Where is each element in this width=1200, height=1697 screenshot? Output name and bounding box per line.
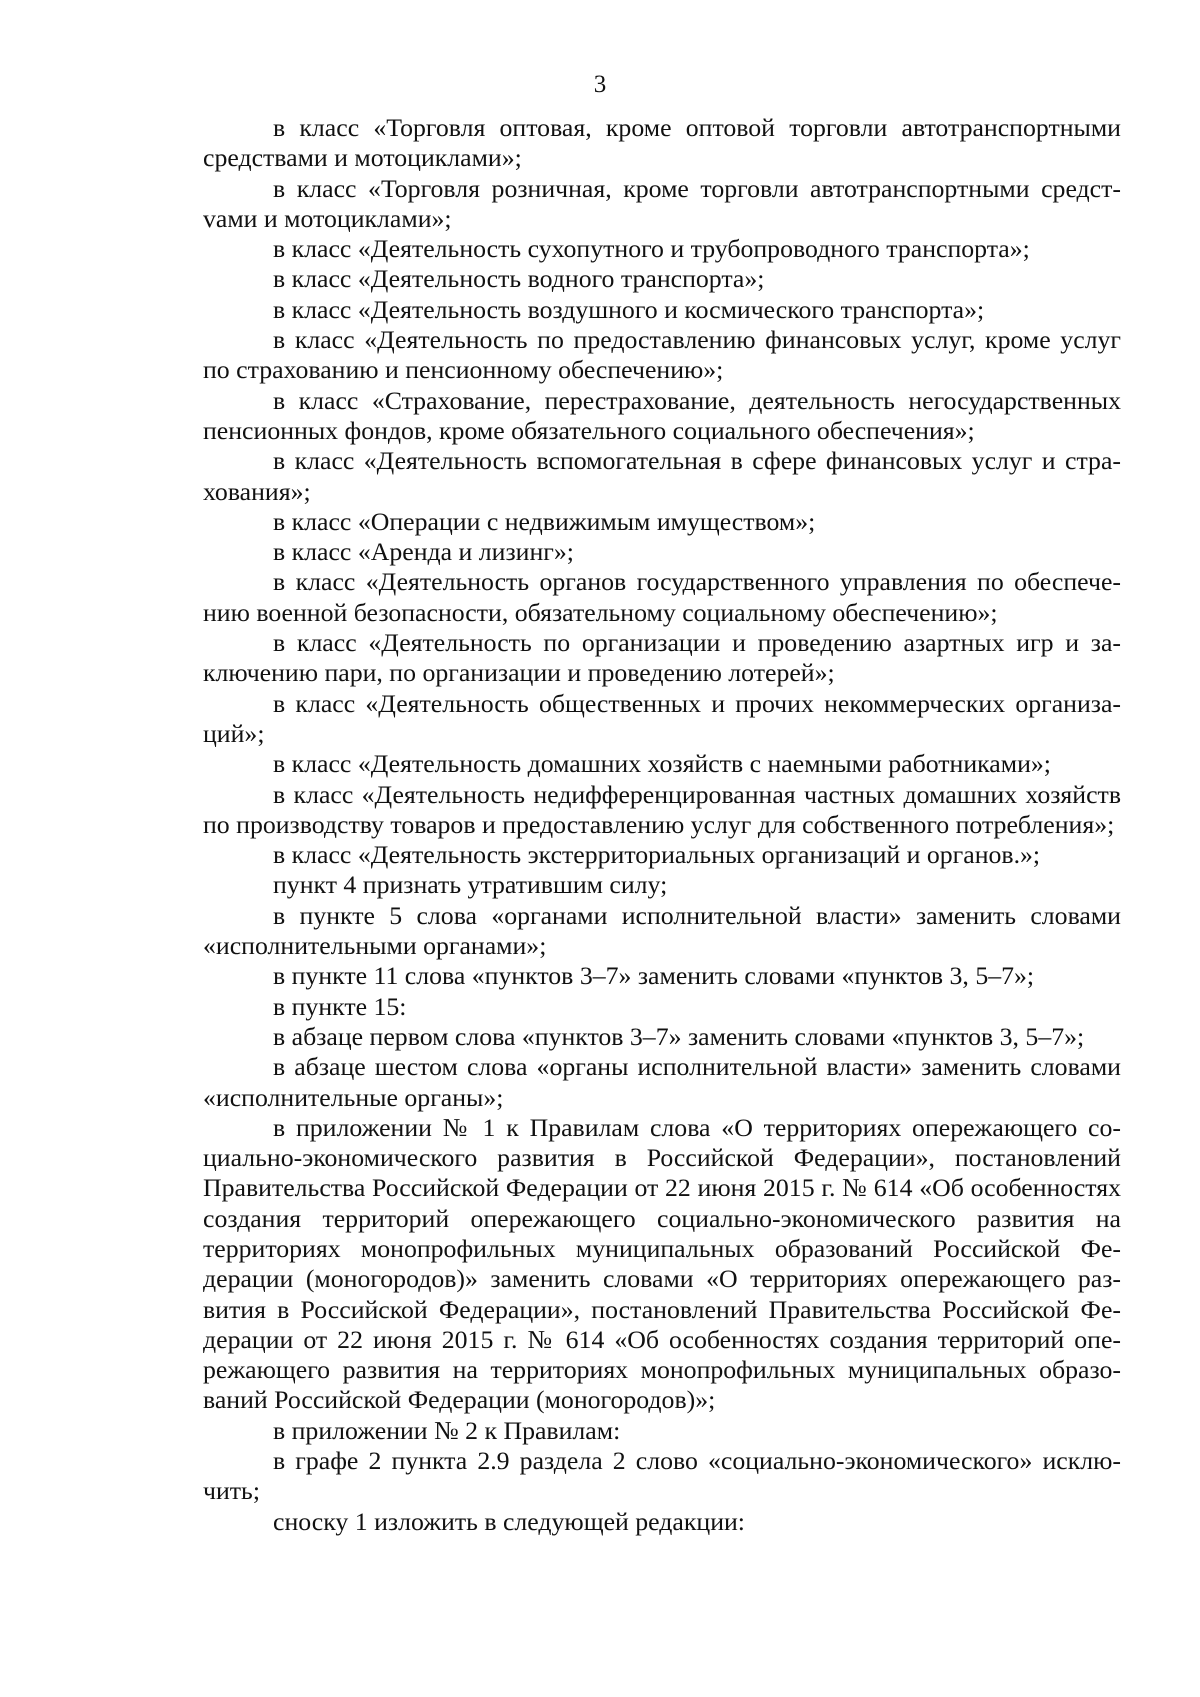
- document-body: [203, 113, 1121, 1537]
- paragraph: сноску 1 изложить в следующей редакции:: [273, 1506, 745, 1536]
- paragraph: в абзаце шестом слова «органы исполнительной власти» заменить словами «исполнительные органы»;: [203, 1052, 1121, 1112]
- paragraph: в класс «Деятельность вспомогательная в сфере финансовых услуг и страхования»;: [203, 446, 1121, 506]
- paragraph: в приложении № 2 к Правилам:: [273, 1415, 621, 1445]
- paragraph: в пункте 5 слова «органами исполнительной власти» заменить словами «исполнительными органами»;: [203, 900, 1121, 961]
- paragraph: в класс «Деятельность сухопутного и трубопроводного транспорта»;: [273, 234, 1030, 264]
- page-number: 3: [593, 71, 607, 98]
- paragraph: в абзаце первом слова «пунктов 3–7» заменить словами «пунктов 3, 5–7»;: [273, 1021, 1085, 1051]
- paragraph: в класс «Операции с недвижимым имуществом»;: [273, 506, 816, 536]
- paragraph: в класс «Деятельность воздушного и космического транспорта»;: [273, 294, 985, 324]
- paragraph: в пункте 11 слова «пунктов 3–7» заменить словами «пунктов 3, 5–7»;: [273, 961, 1035, 991]
- paragraph: в класс «Страхование, перестрахование, деятельность негосударственных пенсионных фондов, кроме обязательного социального обеспечения»;: [203, 385, 1121, 445]
- paragraph: в класс «Торговля оптовая, кроме оптовой торговли автотранспортными средствами и мотоциклами»;: [203, 113, 1121, 173]
- paragraph: в класс «Деятельность домашних хозяйств с наемными работниками»;: [273, 749, 1051, 779]
- paragraph: в класс «Деятельность экстерриториальных организаций и органов.»;: [273, 840, 1041, 870]
- paragraph: в класс «Деятельность органов государственного управления по обеспечению военной безопасности, обязательному социальному обеспечению»;: [203, 567, 1121, 627]
- paragraph: в класс «Аренда и лизинг»;: [273, 537, 574, 567]
- paragraph: в приложении № 1 к Правилам слова «О территориях опережающего социально-экономического развития в Российской Федерации», постановлений Правительства Российской Федерации от 22 июня 2015 г. № 614 «Об особенностях создания территорий опережающего социально-экономического развития на территориях монопрофильных муниципальных образований Российской Федерации (моногородов)» заменить словами «О территориях опережающего развития в Российской Федерации», постановлений Правительства Российской Федерации от 22 июня 2015 г. № 614 «Об особенностях создания территорий опережающего развития на территориях монопрофильных муниципальных образований Российской Федерации (моногородов)»;: [203, 1112, 1121, 1415]
- paragraph: пункт 4 признать утратившим силу;: [273, 870, 668, 900]
- paragraph: в класс «Торговля розничная, кроме торговли автотранспортными средстvами и мотоциклами»;: [203, 173, 1121, 233]
- paragraph: в класс «Деятельность по предоставлению финансовых услуг, кроме услуг по страхованию и пенсионному обеспечению»;: [203, 325, 1121, 385]
- paragraph: в класс «Деятельность недифференцированная частных домашних хозяйств по производству товаров и предоставлению услуг для собственного потребления»;: [203, 779, 1121, 839]
- paragraph: в класс «Деятельность водного транспорта»;: [273, 264, 765, 294]
- paragraph: в класс «Деятельность общественных и прочих некоммерческих организаций»;: [203, 688, 1121, 748]
- paragraph: в пункте 15:: [273, 991, 407, 1021]
- paragraph: в класс «Деятельность по организации и проведению азартных игр и заключению пари, по организации и проведению лотерей»;: [203, 628, 1121, 688]
- paragraph: в графе 2 пункта 2.9 раздела 2 слово «социально-экономического» исключить;: [203, 1446, 1121, 1506]
